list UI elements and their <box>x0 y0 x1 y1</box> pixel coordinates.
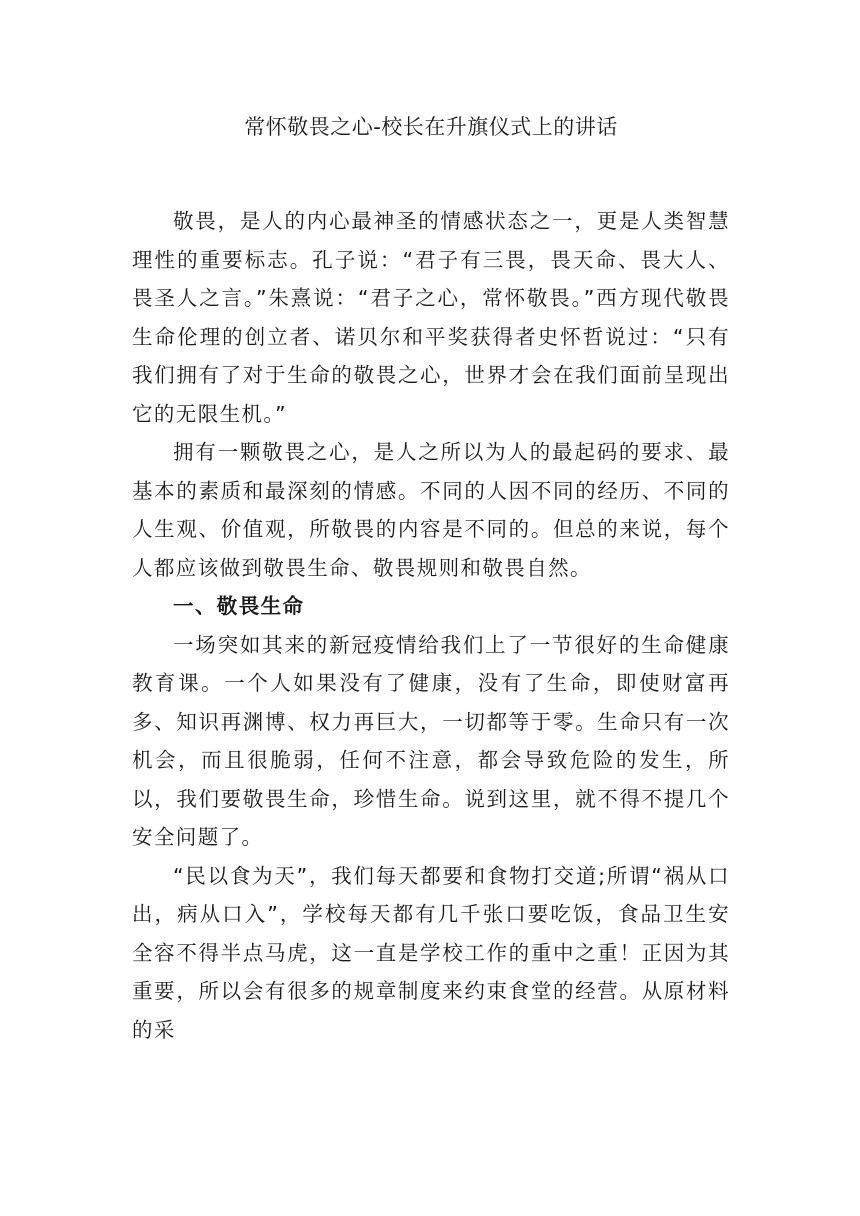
paragraph-1: 敬畏，是人的内心最神圣的情感状态之一，更是人类智慧理性的重要标志。孔子说：“君子有三畏，畏天命、畏大人、畏圣人之言。”朱熹说：“君子之心，常怀敬畏。”西方现代敬畏生命伦理的创立者、诺贝尔和平奖获得者史怀哲说过：“只有我们拥有了对于生命的敬畏之心，世界才会在我们面前呈现出它的无限生机。” <box>132 209 730 426</box>
section-heading: 一、敬畏生命 <box>173 594 305 618</box>
document-title: 常怀敬畏之心-校长在升旗仪式上的讲话 <box>244 115 618 139</box>
paragraph-2: 拥有一颗敬畏之心，是人之所以为人的最起码的要求、最基本的素质和最深刻的情感。不同的人因不同的经历、不同的人生观、价值观，所敬畏的内容是不同的。但总的来说，每个人都应该做到敬畏生命、敬畏规则和敬畏自然。 <box>132 440 730 580</box>
paragraph-3: 一场突如其来的新冠疫情给我们上了一节很好的生命健康教育课。一个人如果没有了健康，没有了生命，即使财富再多、知识再渊博、权力再巨大，一切都等于零。生命只有一次机会，而且很脆弱，任何不注意，都会导致危险的发生，所以，我们要敬畏生命，珍惜生命。说到这里，就不得不提几个安全问题了。 <box>132 632 730 849</box>
document-body <box>132 202 730 1049</box>
paragraph-4: “民以食为天”，我们每天都要和食物打交道;所谓“祸从口出，病从口入”，学校每天都有几千张口要吃饭，食品卫生安全容不得半点马虎，这一直是学校工作的重中之重！正因为其重要，所以会有很多的规章制度来约束食堂的经营。从原材料的采 <box>132 863 730 1042</box>
